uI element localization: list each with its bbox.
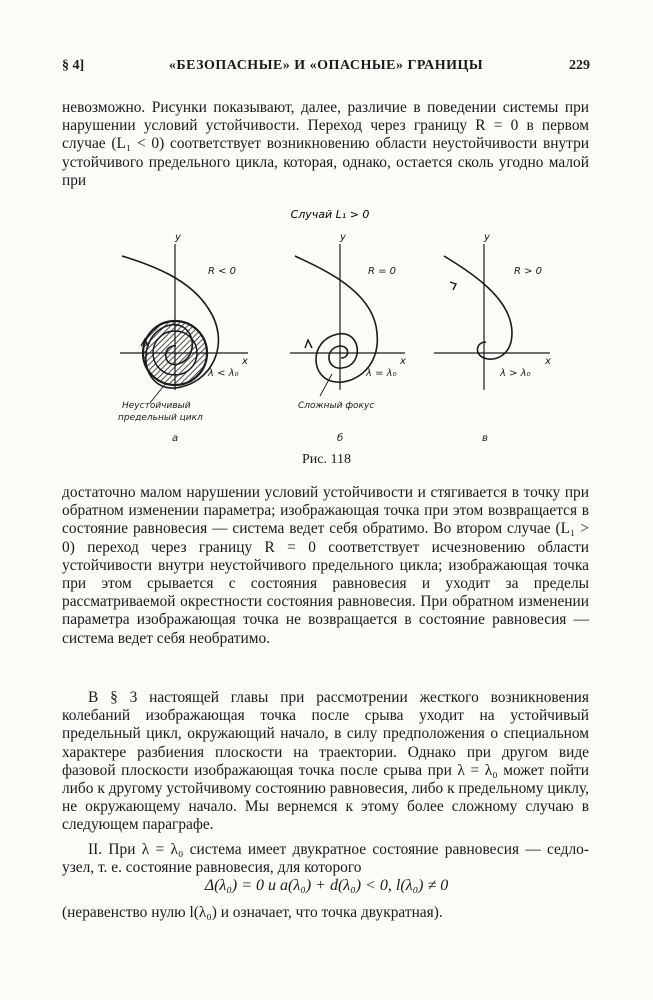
- annotation-a-1: Неустойчивый: [122, 401, 191, 411]
- y-label-c: y: [484, 232, 490, 243]
- arrow-b: [305, 340, 312, 348]
- x-label-c: x: [545, 356, 551, 367]
- paragraph-2: достаточно малом нарушении условий устойчивости и стягивается в точку при обратном изменении параметра; изображающая точка при этом возвращается в состояние равновесия — система ведет себя обратимо. Во втором случае (L₁ > 0) переход через границу R = 0 соответствует исчезновению области устойчивости внутри неустойчивого предельного цикла; изображающая точка при этом срывается с состояния равновесия и уходит за пределы рассматриваемой окрестности состояния равновесия. При обратном изменении параметра изображающая точка не возвращается в состояние равновесия — система ведет себя необратимо.: [62, 484, 589, 647]
- trajectory-b: [295, 256, 377, 382]
- panel-b: [290, 232, 406, 444]
- lambda-a: λ < λ₀: [208, 368, 239, 379]
- trajectory-c: [444, 256, 512, 359]
- paragraph-1: невозможно. Рисунки показывают, далее, различие в поведении системы при нарушении условий устойчивости. Переход через границу R = 0 в первом случае (L₁ < 0) соответствует возникновению области неустойчивости внутри устойчивого предельного цикла, которая, однако, остается сколь угодно малой при: [62, 99, 589, 189]
- paragraph-3: В § 3 настоящей главы при рассмотрении жесткого возникновения колебаний изображающая точка после срыва уходит на устойчивый предельный цикл, окружающий начало, в силу предположения о специальном характере разбиения плоскости на траектории. Однако при другом виде фазовой плоскости изображающая точка после срыва при λ = λ₀ может пойти либо к другому устойчивому состоянию равновесия, либо к предельному циклу, не окружающему начало. Мы вернемся к этому более сложному случаю в следующем параграфе.: [62, 689, 589, 834]
- formula: Δ(λ₀) = 0 и a(λ₀) + d(λ₀) < 0, l(λ₀) ≠ 0: [204, 877, 449, 894]
- panel-c: [434, 232, 551, 444]
- y-label-a: y: [175, 232, 181, 243]
- arrow-c: [450, 282, 456, 290]
- x-label-a: x: [242, 356, 248, 367]
- letter-c: в: [482, 433, 488, 444]
- section-number: § 4]: [62, 58, 85, 73]
- letter-a: а: [172, 433, 179, 444]
- y-label-b: y: [340, 232, 346, 243]
- paragraph-5: (неравенство нулю l(λ₀) и означает, что точка двукратная).: [62, 904, 443, 921]
- cond-a: R < 0: [208, 266, 237, 277]
- letter-b: б: [337, 433, 344, 444]
- annotation-a-2: предельный цикл: [118, 413, 203, 423]
- figure-118: [100, 198, 560, 448]
- page-number: 229: [569, 58, 590, 73]
- leader-a: [150, 383, 166, 403]
- figure-118-drawing: [100, 198, 560, 448]
- annotation-b-1: Сложный фокус: [298, 401, 375, 411]
- x-label-b: x: [400, 356, 406, 367]
- paragraph-4: II. При λ = λ₀ система имеет двукратное состояние равновесия — седло-узел, т. е. состояние равновесия, для которого: [62, 841, 589, 877]
- cond-c: R > 0: [514, 266, 543, 277]
- figure-title: Случай L₁ > 0: [290, 208, 370, 221]
- lambda-b: λ = λ₀: [366, 368, 397, 379]
- figure-caption: Рис. 118: [302, 452, 351, 467]
- running-header: [62, 58, 590, 78]
- leader-b: [320, 374, 332, 396]
- lambda-c: λ > λ₀: [500, 368, 531, 379]
- cond-b: R = 0: [368, 266, 397, 277]
- panel-a: [118, 232, 248, 444]
- running-title: «БЕЗОПАСНЫЕ» И «ОПАСНЫЕ» ГРАНИЦЫ: [168, 58, 484, 73]
